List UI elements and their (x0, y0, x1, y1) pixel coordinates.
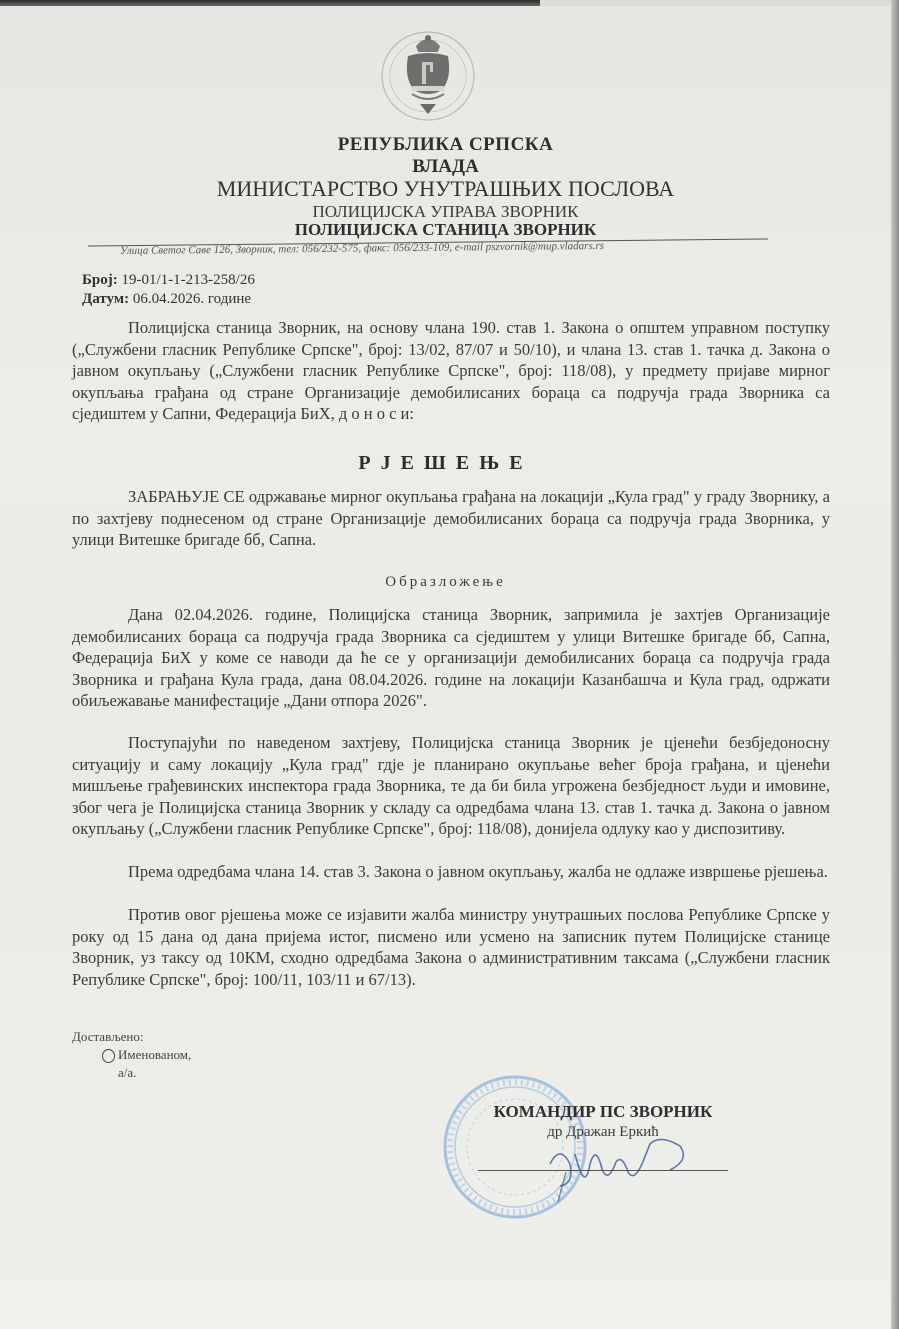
document-date-label: Датум: (82, 291, 130, 307)
handwritten-signature-icon (530, 1124, 710, 1204)
photo-right-edge (891, 0, 899, 1329)
header-police-administration: ПОЛИЦИЈСКА УПРАВА ЗВОРНИК (312, 202, 579, 221)
reasoning-title: Образложење (385, 574, 506, 590)
coat-of-arms-icon (368, 24, 488, 124)
header-ministry: МИНИСТАРСТВО УНУТРАШЊИХ ПОСЛОВА (216, 176, 675, 201)
decision-paragraph: ЗАБРАЊУЈЕ СЕ одржавање мирног окупљања грађана на локацији „Кула град" у граду Зворнику, а по захтјеву поднесеном од стране Организације демобилисаних бораца са подручја града Зворника, у улици Витешке бригаде бб, Сапна. (72, 487, 830, 549)
preamble-paragraph: Полицијска станица Зворник, на основу члана 190. став 1. Закона о општем управном поступку („Службени гласник Републике Српске", број: 13/02, 87/07 и 50/10), и члана 13. став 1. тачка д. Закона о јавном окупљању („Службени гласник Републике Српске", број: 118/08), у предмету пријаве мирног окупљања грађана од стране Организације демобилисаних бораца са подручја града Зворника са сједиштем у Сапни, Федерација БиХ, д о н о с и: (72, 318, 830, 423)
header-address: Улица Светог Саве 126, Зворник, тел: 056/232-575, факс: 056/233-109, e-mail pszvornik@mup.vladars.rs (119, 239, 605, 257)
delivery-label: Достављено: (72, 1029, 144, 1044)
header-police-station: ПОЛИЦИЈСКА СТАНИЦА ЗВОРНИК (294, 220, 597, 239)
document-number (82, 272, 255, 289)
signatory-name: др Дражан Еркић (547, 1124, 659, 1140)
decision-title: РЈЕШЕЊЕ (358, 452, 533, 474)
document-date-value: 06.04.2026. године (132, 291, 252, 307)
delivery-item: Именованом, (72, 1046, 191, 1064)
document-number-value: 19-01/1-1-213-258/26 (121, 272, 255, 288)
header-republic: РЕПУБЛИКА СРПСКА (337, 134, 554, 155)
signatory-title: КОМАНДИР ПС ЗВОРНИК (493, 1102, 713, 1121)
reasoning-paragraph-1: Дана 02.04.2026. године, Полицијска станица Зворник, запримила је захтјев Организације демобилисаних бораца са подручја града Зворника са сједиштем у улици Витешке бригаде бб, Сапна, Федерација БиХ у коме се наводи да ће се у организацији демобилисаних бораца са подручја града Зворника и грађана Кула града, дана 08.04.2026. године на локацији Казанбашча и Кула град, одржати обиљежавање манифестације „Дани отпора 2026". (72, 605, 830, 710)
header-government: ВЛАДА (412, 156, 479, 177)
reasoning-paragraph-2: Поступајући по наведеном захтјеву, Полицијска станица Зворник је цјенећи безбједоносну ситуацију и саму локацију „Кула град" гдје је планирано окупљање већег броја грађана, и цјенећи мишљење грађевинских инспектора града Зворника, те да би била угрожена безбједност људи и имовине, због чега је Полицијска станица Зворник у складу са одредбама члана 13. став 1. тачка д. Закона о јавном окупљању („Службени гласник Републике Српске", број: 118/08), донијела одлуку као у диспозитиву. (72, 733, 830, 838)
document-page (0, 6, 891, 1329)
delivery-list (72, 1028, 191, 1082)
reasoning-paragraph-3: Према одредбама члана 14. став 3. Закона о јавном окупљању, жалба не одлаже извршење рјешења. (128, 862, 828, 881)
signature-line (478, 1170, 728, 1171)
document-number-label: Број: (82, 272, 118, 288)
delivery-item: а/а. (118, 1065, 137, 1080)
reasoning-paragraph-4: Против овог рјешења може се изјавити жалба министру унутрашњих послова Републике Српске у року од 15 дана од дана пријема истог, писмено или усмено на записник путем Полицијске станице Зворник, уз таксу од 10КМ, сходно одредбама Закона о административним таксама („Службени гласник Републике Српске", број: 100/11, 103/11 и 67/13). (72, 905, 830, 989)
circle-bullet-icon (102, 1049, 115, 1063)
document-date (82, 291, 251, 308)
